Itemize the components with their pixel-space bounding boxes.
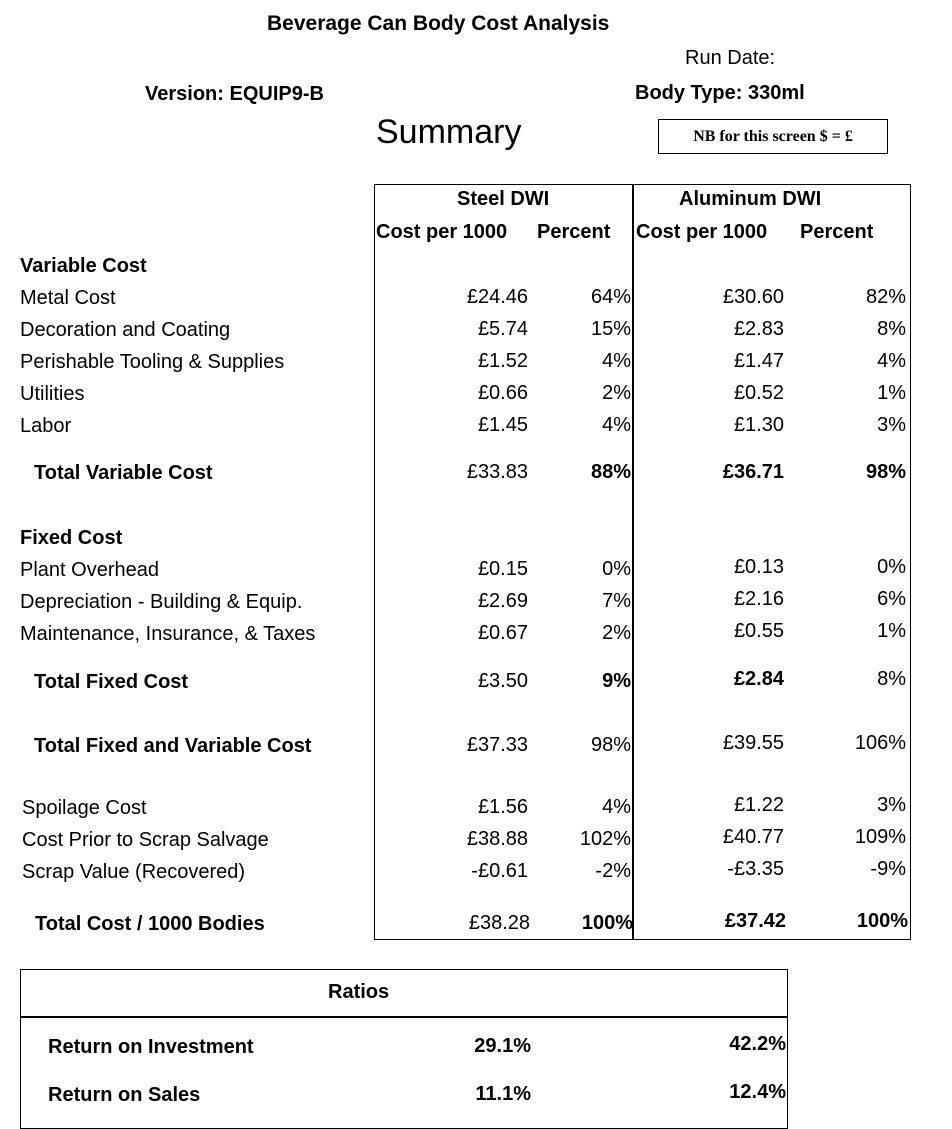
column-divider xyxy=(632,184,634,940)
steel-cost-prior-scrap: £38.88 xyxy=(466,828,528,850)
row-label-depreciation: Depreciation - Building & Equip. xyxy=(20,591,303,613)
alu-pct-labor: 3% xyxy=(877,414,906,436)
row-label-total-variable: Total Variable Cost xyxy=(34,462,213,484)
currency-note-text: NB for this screen $ = £ xyxy=(693,127,853,145)
ratio-alu-ros: 12.4% xyxy=(729,1081,786,1103)
alu-cost-maintenance: £0.55 xyxy=(733,620,784,642)
steel-pct-maintenance: 2% xyxy=(602,622,631,644)
alu-cost-utilities: £0.52 xyxy=(733,382,784,404)
alu-pct-total-fixed: 8% xyxy=(877,668,906,690)
row-label-decoration: Decoration and Coating xyxy=(20,319,231,341)
steel-pct-utilities: 2% xyxy=(602,382,631,404)
row-label-prior-scrap: Cost Prior to Scrap Salvage xyxy=(22,829,269,851)
alu-cost-depreciation: £2.16 xyxy=(733,588,784,610)
steel-cost-scrap-value: -£0.61 xyxy=(471,860,528,882)
steel-pct-total-fixed: 9% xyxy=(602,670,631,692)
alu-pct-maintenance: 1% xyxy=(877,620,906,642)
steel-cost-total-fixed: £3.50 xyxy=(477,670,528,692)
steel-cost-total-fixed-variable: £37.33 xyxy=(466,734,528,756)
steel-pct-plant-overhead: 0% xyxy=(602,558,631,580)
alu-cost-labor: £1.30 xyxy=(733,414,784,436)
alu-pct-tooling: 4% xyxy=(877,350,906,372)
steel-cost-total-cost: £38.28 xyxy=(468,912,530,934)
steel-cost-maintenance: £0.67 xyxy=(477,622,528,644)
alu-cost-metal: £30.60 xyxy=(722,286,784,308)
alu-pct-total-cost: 100% xyxy=(856,910,908,932)
steel-cost-depreciation: £2.69 xyxy=(477,590,528,612)
alu-pct-total-variable: 98% xyxy=(865,461,906,483)
steel-cost-utilities: £0.66 xyxy=(477,382,528,404)
ratio-alu-roi: 42.2% xyxy=(729,1033,786,1055)
steel-pct-prior-scrap: 102% xyxy=(579,828,631,850)
steel-cost-plant-overhead: £0.15 xyxy=(477,558,528,580)
steel-column-header: Steel DWI xyxy=(457,188,550,210)
steel-cost-tooling: £1.52 xyxy=(477,350,528,372)
row-label-utilities: Utilities xyxy=(20,383,85,405)
steel-cost-metal: £24.46 xyxy=(466,286,528,308)
alu-pct-scrap-value: -9% xyxy=(870,858,906,880)
aluminum-percent-header: Percent xyxy=(800,221,874,243)
alu-pct-depreciation: 6% xyxy=(877,588,906,610)
steel-pct-labor: 4% xyxy=(602,414,631,436)
ratio-steel-roi: 29.1% xyxy=(474,1035,531,1057)
row-label-metal-cost: Metal Cost xyxy=(20,287,116,309)
row-label-spoilage: Spoilage Cost xyxy=(22,797,147,819)
row-label-scrap-value: Scrap Value (Recovered) xyxy=(22,861,246,883)
steel-pct-total-cost: 100% xyxy=(581,912,633,934)
steel-pct-spoilage: 4% xyxy=(602,796,631,818)
alu-cost-scrap-value: -£3.35 xyxy=(727,858,784,880)
ratio-label-roi: Return on Investment xyxy=(48,1036,254,1058)
alu-pct-utilities: 1% xyxy=(877,382,906,404)
steel-pct-depreciation: 7% xyxy=(602,590,631,612)
report-title: Beverage Can Body Cost Analysis xyxy=(267,12,610,35)
steel-cost-labor: £1.45 xyxy=(477,414,528,436)
aluminum-cost-header: Cost per 1000 xyxy=(636,221,768,243)
alu-cost-tooling: £1.47 xyxy=(733,350,784,372)
alu-cost-total-fixed-variable: £39.55 xyxy=(722,732,784,754)
ratio-steel-ros: 11.1% xyxy=(475,1083,531,1105)
steel-cost-total-variable: £33.83 xyxy=(466,461,528,483)
section-variable-cost: Variable Cost xyxy=(20,255,147,277)
currency-note xyxy=(658,119,888,154)
alu-pct-total-fixed-variable: 106% xyxy=(854,732,906,754)
steel-pct-decoration: 15% xyxy=(590,318,631,340)
ratios-divider xyxy=(20,1016,788,1018)
alu-cost-total-fixed: £2.84 xyxy=(733,668,784,690)
row-label-maintenance: Maintenance, Insurance, & Taxes xyxy=(20,623,316,645)
alu-pct-plant-overhead: 0% xyxy=(877,556,906,578)
alu-cost-prior-scrap: £40.77 xyxy=(722,826,784,848)
steel-pct-total-fixed-variable: 98% xyxy=(590,734,631,756)
row-label-labor: Labor xyxy=(20,415,72,437)
version-label: Version: EQUIP9-B xyxy=(145,83,324,105)
steel-pct-tooling: 4% xyxy=(602,350,631,372)
alu-pct-spoilage: 3% xyxy=(877,794,906,816)
row-label-total-cost: Total Cost / 1000 Bodies xyxy=(35,913,265,935)
ratios-title: Ratios xyxy=(328,981,390,1003)
section-fixed-cost: Fixed Cost xyxy=(20,527,123,549)
body-type-label: Body Type: 330ml xyxy=(635,82,805,104)
row-label-plant-overhead: Plant Overhead xyxy=(20,559,159,581)
steel-pct-metal: 64% xyxy=(590,286,631,308)
row-label-total-fixed: Total Fixed Cost xyxy=(34,671,189,693)
steel-percent-header: Percent xyxy=(537,221,611,243)
ratio-label-ros: Return on Sales xyxy=(48,1084,201,1106)
aluminum-column-header: Aluminum DWI xyxy=(679,188,822,210)
alu-pct-prior-scrap: 109% xyxy=(854,826,906,848)
row-label-total-fixed-variable: Total Fixed and Variable Cost xyxy=(34,735,312,757)
steel-cost-decoration: £5.74 xyxy=(477,318,528,340)
alu-cost-plant-overhead: £0.13 xyxy=(733,556,784,578)
alu-cost-total-variable: £36.71 xyxy=(722,461,784,483)
steel-cost-header: Cost per 1000 xyxy=(376,221,508,243)
alu-cost-decoration: £2.83 xyxy=(733,318,784,340)
alu-cost-total-cost: £37.42 xyxy=(724,910,786,932)
alu-cost-spoilage: £1.22 xyxy=(733,794,784,816)
alu-pct-metal: 82% xyxy=(865,286,906,308)
row-label-tooling: Perishable Tooling & Supplies xyxy=(20,351,285,373)
summary-heading: Summary xyxy=(376,113,522,151)
steel-pct-scrap-value: -2% xyxy=(595,860,631,882)
steel-cost-spoilage: £1.56 xyxy=(477,796,528,818)
steel-pct-total-variable: 88% xyxy=(590,461,631,483)
alu-pct-decoration: 8% xyxy=(877,318,906,340)
run-date-label: Run Date: xyxy=(685,47,776,69)
